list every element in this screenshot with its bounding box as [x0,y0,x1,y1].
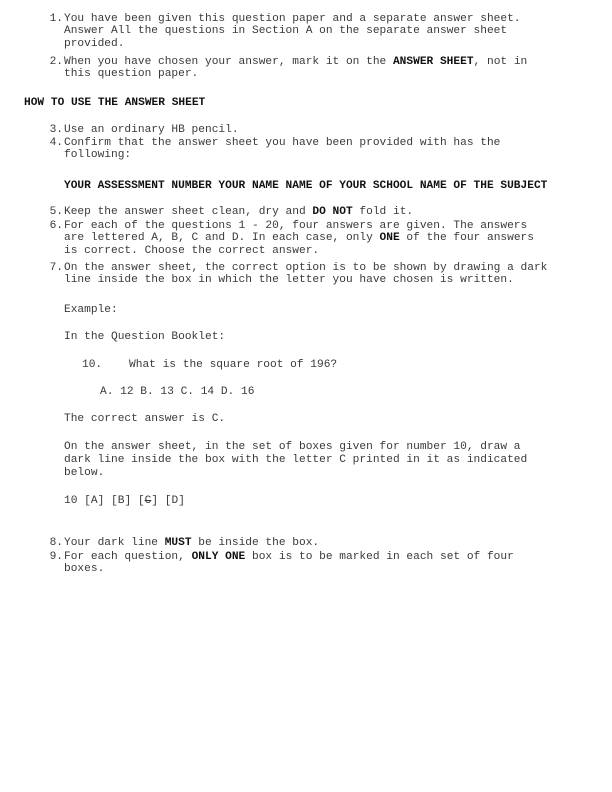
box-a: [A] [84,495,105,507]
item-number: 2. [49,56,63,68]
box-d: [D] [164,495,185,507]
item-number: 1. [49,13,63,25]
booklet-label: In the Question Booklet: [64,331,226,343]
box-c-marked: [C] [137,495,159,507]
example-question [82,359,337,371]
instruction-9: 9. For each question, ONLY ONE box is to be marked in each set of four boxes. [49,551,514,576]
example-explanation: On the answer sheet, in the set of boxes given for number 10, draw a dark line inside the box with the letter C printed in it as indicated below. [64,441,528,479]
question-number: 10. [82,359,103,371]
instruction-2: 2. When you have chosen your answer, mark it on the ANSWER SHEET, not in this question paper. [47,56,592,81]
answer-row-example [64,495,185,507]
answer-row-number: 10 [64,495,78,507]
example-label: Example: [64,304,118,316]
instruction-1: 1. You have been given this question paper and a separate answer sheet. Answer All the questions in Section A on the separate answer sheet provided. [47,13,592,50]
section-heading: HOW TO USE THE ANSWER SHEET [24,97,206,109]
box-b: [B] [111,495,132,507]
question-text: What is the square root of 196? [129,359,338,371]
instruction-7: 7. On the answer sheet, the correct option is to be shown by drawing a dark line inside the box in which the letter you have chosen is written. [49,262,548,287]
instruction-3: 3. Use an ordinary HB pencil. [49,124,239,136]
instruction-6: 6. For each of the questions 1 - 20, four answers are given. The answers are lettered A, B, C and D. In each case, only ONE of the four answers is correct. Choose the correct answer. [49,220,534,257]
instruction-8: 8. Your dark line MUST be inside the box. [49,537,320,549]
correct-statement: The correct answer is C. [64,413,226,425]
example-options: A. 12 B. 13 C. 14 D. 16 [100,386,255,398]
required-fields: YOUR ASSESSMENT NUMBER YOUR NAME NAME OF YOUR SCHOOL NAME OF THE SUBJECT [64,180,548,192]
instruction-5: 5. Keep the answer sheet clean, dry and DO NOT fold it. [49,206,414,218]
instruction-4: 4. Confirm that the answer sheet you have been provided with has the following: [49,137,501,162]
